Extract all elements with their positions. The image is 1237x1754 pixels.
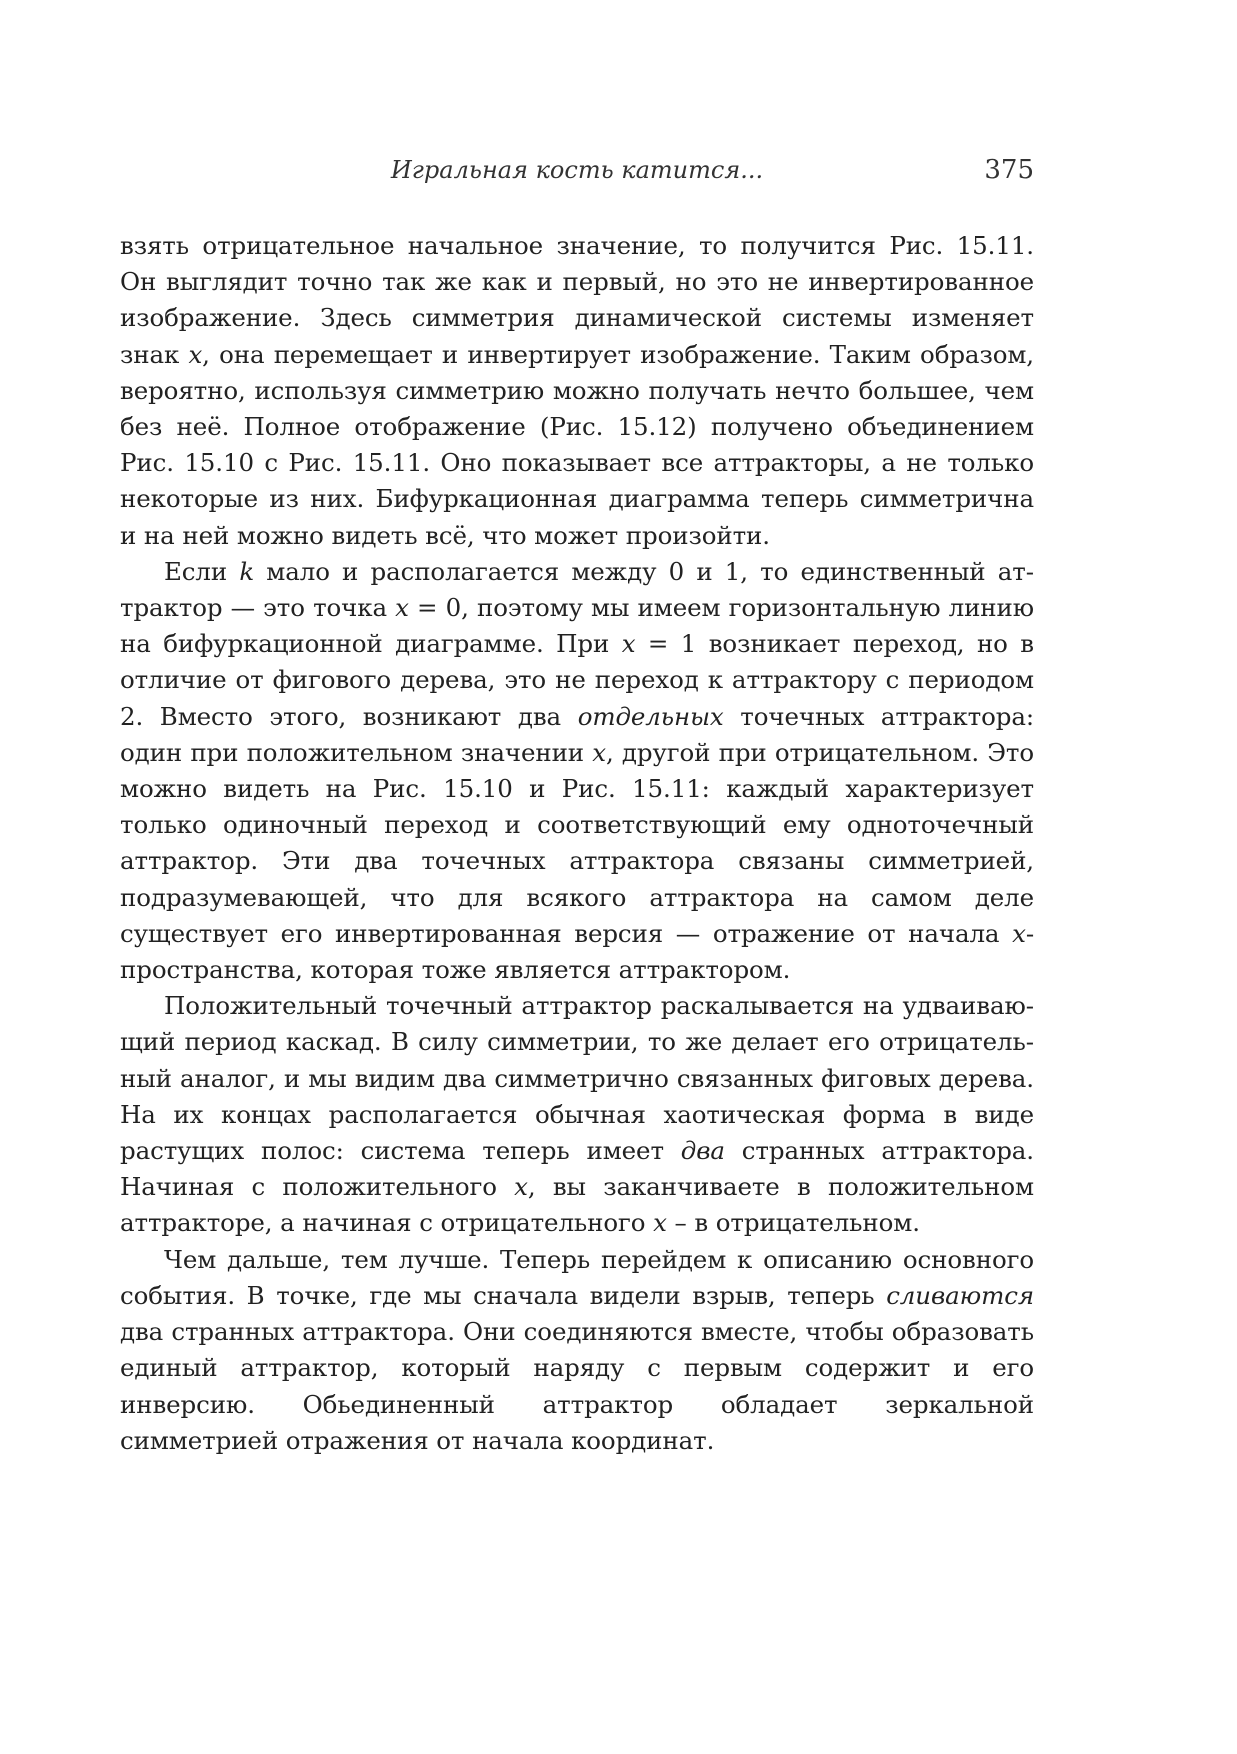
italic-text: сливаются [886,1280,1034,1310]
page-header [120,152,1034,188]
italic-text: два [680,1136,725,1166]
text-segment: -пространства, которая тоже является аттрактором. [120,918,1034,985]
text-segment: точечных аттрактора: один при положительном значении [120,701,1034,767]
text-segment: = 1 возникает переход, но в отличие от фигового дерева, это не переход к аттрактору с периодом 2. Вместо этого, возникают два [120,629,1034,731]
italic-text: x [395,593,409,623]
italic-text: отдельных [577,701,724,731]
text-segment: Чем дальше, тем лучше. Теперь перейдем к описанию основного события. В точке, где мы сначала видели взрыв, теперь [120,1244,1034,1310]
italic-text: x [653,1208,667,1238]
text-segment: два странных аттрактора. Они соединяются вместе, чтобы образовать единый аттрактор, который наряду с первым содержит и его инверсию. Обьединенный аттрактор обладает зеркальной симметрией отражения от начала координат. [120,1317,1034,1455]
italic-text: k [239,556,255,586]
italic-text: x [1012,918,1026,948]
italic-text: x [188,339,203,369]
text-segment: , она перемещает и инвертирует изображение. Таким образом, вероятно, используя симметрию можно получать нечто большее, чем без неё. Полное отображение (Рис. 15.12) получено объединением Рис. 15.10 с Рис. 15.11. Оно показывает все аттракторы, а не только некоторые из них. Бифуркационная диаграмма теперь симметрична и на ней можно видеть всё, что может произойти. [120,339,1034,550]
text-segment: , другой при отрицательном. Это можно видеть на Рис. 15.10 и Рис. 15.11: каждый характеризует только одиночный переход и соответствующий ему одноточечный аттрактор. Эти два точечных аттрактора связаны симметрией, подразумевающей, что для всякого аттрактора на самом деле существует его инвертированная версия — отражение от начала [120,737,1035,948]
text-segment: мало и располагается между 0 и 1, то единственный аттрактор — это точка [120,556,1034,623]
italic-text: x [514,1172,528,1202]
paragraph [120,228,1034,554]
running-head: Игральная кость катится... [390,156,764,184]
text-segment: – в отрицательном. [666,1208,920,1238]
italic-text: x [592,737,606,767]
body-text [120,228,1034,1459]
text-segment: странных аттрактора. Начиная с положительного [120,1136,1034,1202]
text-segment: , вы заканчиваете в положительном аттракторе, а начиная с отрицательного [120,1172,1035,1238]
page-number: 375 [984,155,1034,185]
text-segment: Если [164,556,240,586]
paragraph [120,988,1034,1241]
italic-text: x [621,629,636,659]
text-segment: взять отрицательное начальное значение, то получится Рис. 15.11. Он выглядит точно так же как и первый, но это не инвертированное изображение. Здесь симметрия динамической системы изменяет знак [120,231,1034,369]
paragraph [120,554,1034,988]
text-segment: Положительный точечный аттрактор раскалывается на удваивающий период каскад. В силу симметрии, то же делает его отрицательный аналог, и мы видим два симметрично связанных фиговых дерева. На их концах располагается обычная хаотическая форма в виде растущих полос: система теперь имеет [120,991,1034,1166]
paragraph [120,1242,1034,1459]
text-segment: = 0, поэтому мы имеем горизонтальную линию на бифуркационной диаграмме. При [120,593,1034,659]
